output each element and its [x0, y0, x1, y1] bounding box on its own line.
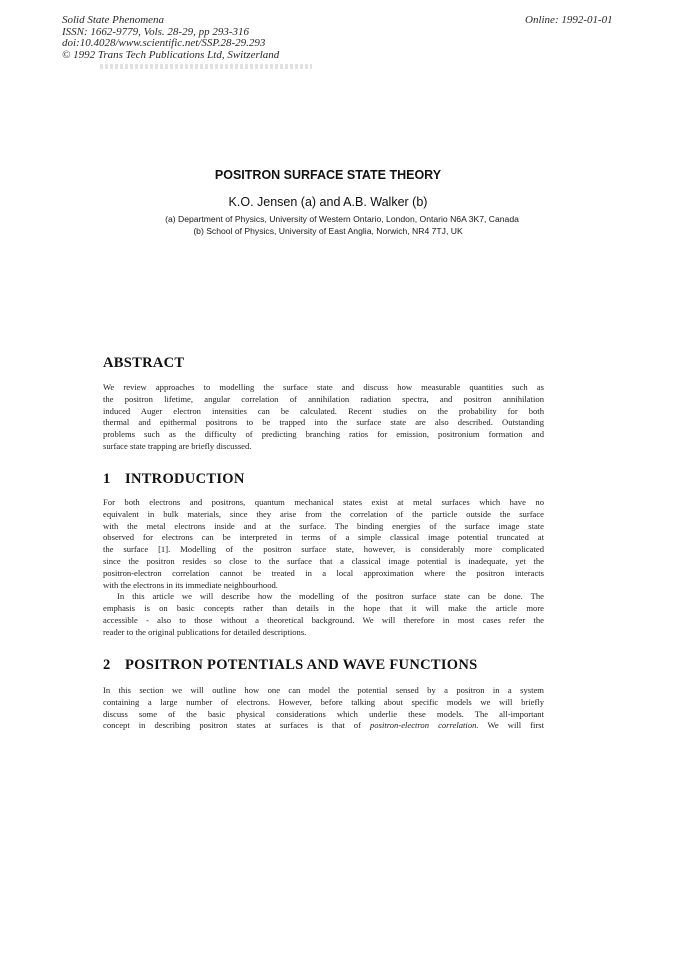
- online-date: Online: 1992-01-01: [525, 14, 613, 26]
- abstract-heading: ABSTRACT: [103, 355, 185, 371]
- section-1-line: since the positron resides so close to the surface that a classical image potential is inadequate, yet the: [103, 555, 544, 566]
- affiliation-a: (a) Department of Physics, University of Western Ontario, London, Ontario N6A 3K7, Canada: [165, 214, 519, 224]
- journal-issn: ISSN: 1662-9779, Vols. 28-29, pp 293-316: [62, 25, 249, 38]
- section-1-title: INTRODUCTION: [125, 471, 245, 487]
- abstract-line: We review approaches to modelling the surface state and discuss how measurable quantities such as: [103, 382, 544, 392]
- section-1-line: positron-electron correlation cannot be treated in a local approximation where the positron interacts: [103, 567, 544, 578]
- emphasis-term: positron-electron correlation.: [370, 720, 479, 731]
- abstract-line: the positron lifetime, angular correlation of annihilation radiation spectra, and positron annihilation: [103, 393, 544, 404]
- section-1-line: emphasis is on basic concepts rather than details in the hope that it will make the article more: [103, 603, 544, 614]
- faded-running-head: [100, 64, 312, 69]
- abstract-line: problems such as the difficulty of predicting branching ratios for emission, positronium formation and: [103, 429, 544, 440]
- section-2-body: [103, 685, 544, 732]
- journal-name: Solid State Phenomena: [62, 14, 165, 26]
- section-1-line: equivalent in bulk materials, since they arise from the correlation of the particle outside the surface: [103, 508, 544, 519]
- section-1-heading: [103, 471, 245, 488]
- section-2-number: 2: [103, 657, 111, 673]
- abstract-body: [103, 382, 544, 453]
- paper-title: POSITRON SURFACE STATE THEORY: [214, 168, 442, 182]
- section-2-line: In this section we will outline how one can model the potential sensed by a positron in a system: [103, 685, 544, 695]
- section-2-line: containing a large number of electrons. However, before talking about specific models we will briefly: [103, 696, 544, 707]
- section-1-line: In this article we will describe how the modelling of the positron surface state can be done. The: [117, 591, 544, 602]
- section-1-line: For both electrons and positrons, quantum mechanical states exist at metal surfaces which have no: [103, 497, 544, 507]
- section-2-line-text: We will first: [478, 720, 544, 731]
- abstract-line: surface state trapping are briefly discussed.: [103, 440, 252, 451]
- affiliation-b: (b) School of Physics, University of East Anglia, Norwich, NR4 7TJ, UK: [193, 226, 463, 236]
- section-2-line-text: concept in describing positron states at surfaces is that of: [103, 720, 370, 731]
- journal-doi-link[interactable]: doi:10.4028/www.scientific.net/SSP.28-29.293: [62, 37, 266, 49]
- section-1-line: with the metal electrons inside and at the surface. The binding energies of the surface image state: [103, 520, 544, 531]
- section-1-line: observed for electrons can be interpreted in terms of a simple classical image potential truncated at: [103, 532, 544, 543]
- section-1-body: [103, 497, 544, 639]
- journal-header: [62, 15, 279, 61]
- abstract-line: thermal and epithermal positrons to be trapped into the surface state are also described. Outstanding: [103, 417, 544, 428]
- journal-copyright: © 1992 Trans Tech Publications Ltd, Switzerland: [62, 48, 280, 61]
- section-1-line: accessible - also to those without a theoretical background. We will therefore in most cases refer the: [103, 614, 544, 625]
- paper-authors: K.O. Jensen (a) and A.B. Walker (b): [228, 195, 428, 209]
- section-1-line: the surface [1]. Modelling of the positron surface state, however, is considerably more complicated: [103, 544, 544, 555]
- section-2-title: POSITRON POTENTIALS AND WAVE FUNCTIONS: [125, 657, 478, 673]
- section-2-line: [103, 720, 544, 732]
- section-2-line: discuss some of the basic physical considerations which underlie these models. The all-important: [103, 708, 544, 719]
- section-1-number: 1: [103, 471, 111, 487]
- abstract-line: induced Auger electron intensities can be calculated. Recent studies on the probability for both: [103, 405, 544, 416]
- section-2-heading: [103, 657, 478, 674]
- section-1-line: reader to the original publications for detailed descriptions.: [103, 626, 307, 637]
- section-1-line: with the electrons in its immediate neighbourhood.: [103, 579, 278, 590]
